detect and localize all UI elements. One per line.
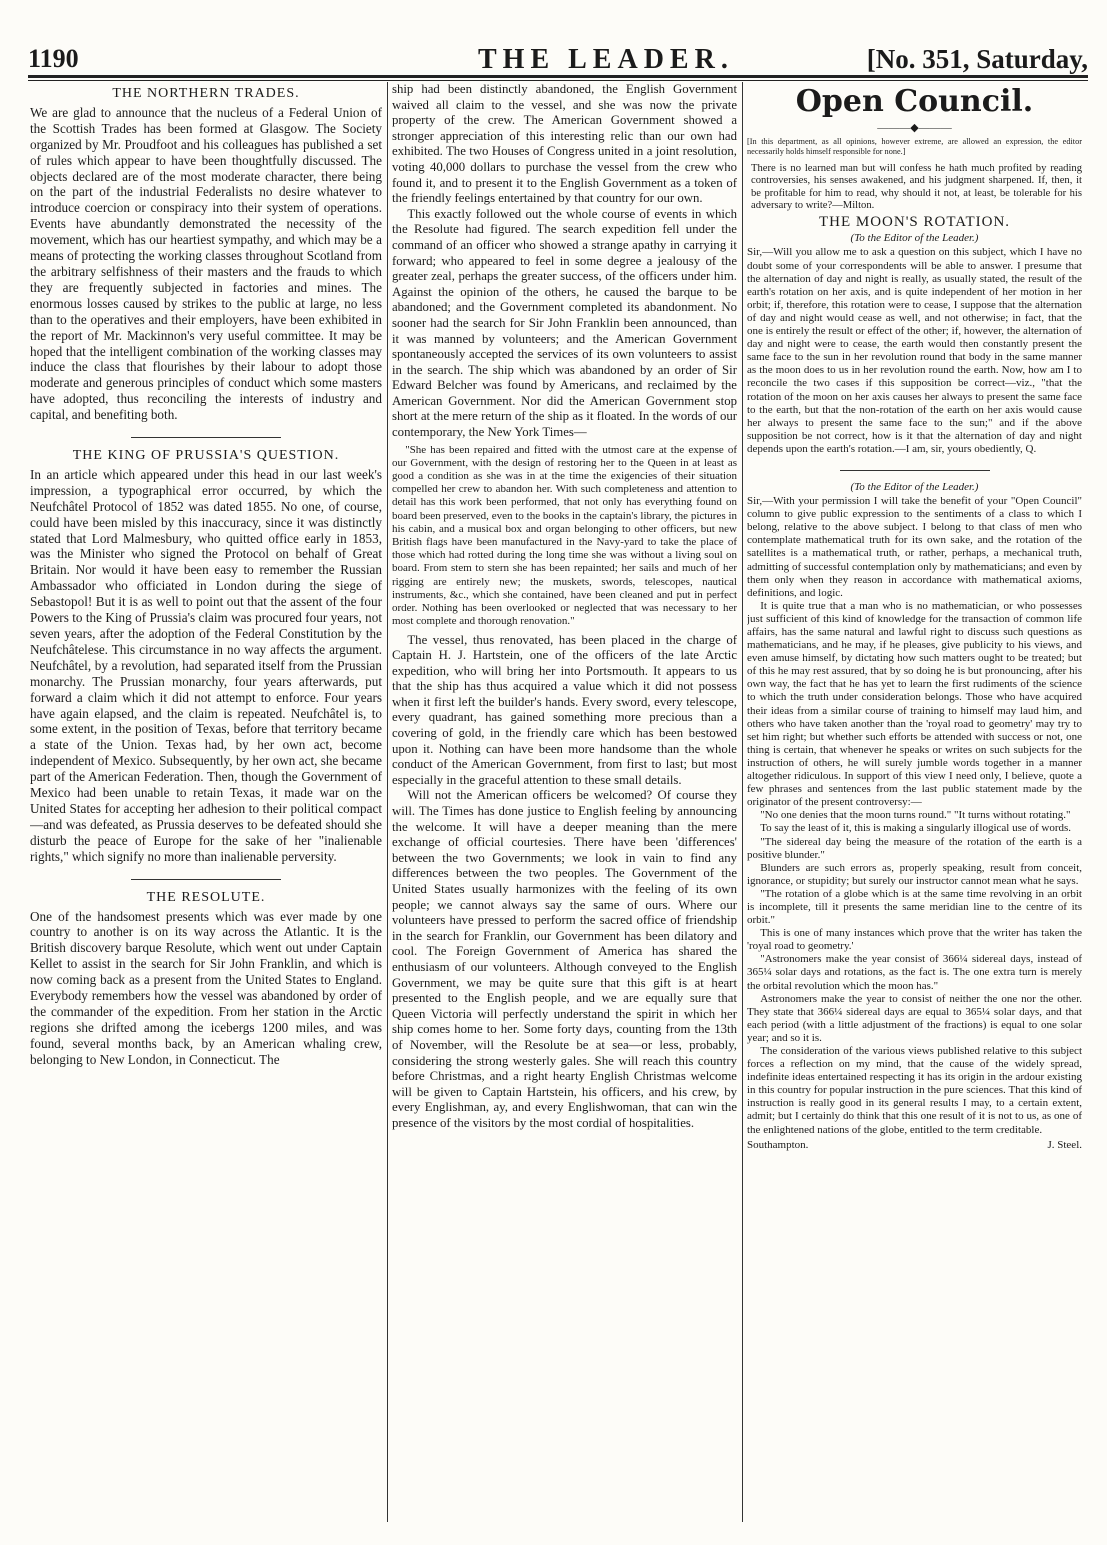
article-heading-northern-trades: THE NORTHERN TRADES.: [112, 86, 300, 101]
ornament: ———◆———: [877, 122, 952, 134]
signature-line: [747, 1139, 1082, 1152]
letter-paragraph: Sir,—With your permission I will take the benefit of your "Open Council" column to give public expression to the sentiments of a class to which I belong, relative to the above subject. I belong to that class of men who contemplate mathematical truth for its own sake, and the rotation of the satellites is a mathematical truth, or rather, perhaps, a mechanical truth, admitting of successful contemplation only by mathematicians; and even by them only when they reason in accordance with mathematical axioms, definitions, and logic.: [747, 495, 1082, 599]
column-divider: [742, 82, 743, 1522]
article-heading-moon: THE MOON'S ROTATION.: [818, 214, 1011, 231]
article-paragraph: One of the handsomest presents which was ever made by one country to another is on its way across the Atlantic. It is the British discovery barque Resolute, which went out under Captain Kellet to assist in the search for Sir John Franklin, and which is now coming back as a present from the United States to England. Everybody remembers how the vessel was abandoned by order of the commander of the expedition. From her station in the Arctic regions she drifted among the icebergs 1200 miles, and was found, several months back, by an American whaling crew, belonging to New London, in Connecticut. The: [30, 908, 382, 1067]
letter-quote: "The rotation of a globe which is at the same time revolving in an orbit is incomplete, till it presents the same meridian line to the centre of its orbit.": [747, 887, 1082, 927]
letter-paragraph: The consideration of the various views published relative to this subject forces a reflection on my mind, that the cause of the widely spread, indefinite ideas entertained respecting it has its origin in the ardour existing in this country for popular instruction in the pure sciences. That this kind of instruction is really good in its general results I may, to a certain extent, admit; but I certainly do think that this one result of it is not to us, as one of the enlightened nations of the globe, entitled to the term creditable.: [747, 1045, 1082, 1136]
article-paragraph: We are glad to announce that the nucleus of a Federal Union of the Scottish Trades has been formed at Glasgow. The Society organized by Mr. Proudfoot and his colleagues has published a set of rules which appear to have been thoughtfully discussed. The objects declared are of the most moderate character, there being on the part of the industrial Federalists no desire whatever to introduce coercion or conspiracy into their system of operations. Events have abundantly demonstrated the necessity of the movement, which has our heartiest sympathy, and which may be a means of protecting the working classes throughout Scotland from the arbitrary selfishness of their masters and the frauds to which they are frequently subjected in factories and mines. The enormous losses caused by strikes to the public at large, no less than to the operatives and their employers, have been exhibited in the report of Mr. Mackinnon's very useful committee. It may be hoped that the intelligent combination of the working classes may induce the class that flourishes by their labour to adopt those moderate and generous principles of conduct which some masters have adopted, thus reconciling the interests of industry and capital, and benefiting both.: [30, 104, 382, 423]
article-separator: [840, 470, 990, 471]
header-rule: [28, 75, 1088, 78]
article-separator: [131, 437, 281, 438]
open-council-title: Open Council.: [795, 84, 1034, 119]
article-paragraph: Will not the American officers be welcomed? Of course they will. The Times has done justice to English feeling by announcing the welcome. It will have a deeper meaning than the mere exchange of official courtesies. There have been 'differences' between the two Governments; we look in vain to find any differences between the two peoples. The Government of the United States usually harmonizes with the feeling of its own people; we cannot always say the same of ours. Where our volunteers have pressed to perform the sacred office of friendship in the search for Franklin, our Government has been dilatory and cool. The Foreign Government of America has shared the enthusiasm of our volunteers. Although conveyed to the English Government, we may be quite sure that this gift is at heart presented to the English people, and we are equally sure that Queen Victoria will perfectly understand the spirit in which her ship comes home to her. Some forty days, counting from the 13th of November, will the Resolute be at sea—or less, probably, considering the strong westerly gales. She will reach this country before Christmas, and a right hearty English Christmas welcome will be given to Captain Hartstein, his officers, and his crew, by every Englishman, ay, and every Englishwoman, that can win the presence of the visitors by the most cordial of hospitalities.: [392, 788, 737, 1130]
block-quote: "She has been repaired and fitted with the utmost care at the expense of our Government, with the design of restoring her to the Queen in at least as good a condition as she was in at the time the exigencies of their situation compelled her crew to abandon her. With such completeness and attention to detail has this work been performed, that not only has everything found on board been preserved, even to the books in the captain's library, the pictures in his cabin, and a musical box and organ belonging to other officers, but new British flags have been manufactured in the Navy-yard to take the place of those which had rotted during the long time she was without a living soul on board. From stem to stern she has been repainted; her sails and much of her rigging are entirely new; the muskets, swords, telescopes, nautical instruments, &c., which she contained, have been cleaned and put in perfect order. Nothing has been overlooked or neglected that was necessary to her most complete and thorough renovation.": [392, 443, 737, 628]
article-heading-resolute: THE RESOLUTE.: [146, 889, 266, 905]
signature-place: Southampton.: [747, 1138, 809, 1151]
article-heading-prussia: THE KING OF PRUSSIA'S QUESTION.: [72, 448, 340, 464]
column-1: [30, 82, 382, 1527]
article-separator: [131, 879, 281, 880]
editor-note: (To the Editor of the Leader.): [850, 232, 979, 245]
article-paragraph: ship had been distinctly abandoned, the English Government waived all claim to the vessel, and she was now the private property of the crew. The American Government showed a stronger appreciation of this interesting relic than our own had exhibited. The two Houses of Congress united in a joint resolution, voting 40,000 dollars to purchase the vessel from the crew who found it, and to present it to the English Government as a token of the friendly feelings entertained by that country for our own.: [392, 82, 737, 206]
letter-paragraph: Astronomers make the year to consist of neither the one nor the other. They state that 366¼ sidereal days are equal to 365¼ solar days, and that each period (with a little adjustment of the fractions) is equal to one solar year; and so it is.: [747, 992, 1082, 1044]
newspaper-title: THE LEADER.: [478, 44, 734, 75]
signature-name: J. Steel.: [1047, 1138, 1082, 1151]
letter-paragraph: This is one of many instances which prove that the writer has taken the 'royal road to geometry.': [747, 927, 1082, 953]
letter-paragraph: To say the least of it, this is making a singularly illogical use of words.: [760, 822, 1072, 835]
letter-paragraph: Blunders are such errors as, properly speaking, result from conceit, ignorance, or stupidity; but surely our instructor cannot mean what he says.: [747, 861, 1082, 887]
letter-quote: "Astronomers make the year consist of 366¼ sidereal days, instead of 365¼ solar days and rotations, as the fact is. The one extra turn is merely the orbital revolution which the moon has.": [747, 953, 1082, 992]
letter-quote: "No one denies that the moon turns round." "It turns without rotating.": [760, 809, 1071, 822]
column-divider: [387, 82, 388, 1522]
page-number: 1190: [28, 44, 79, 73]
column-2: [392, 82, 737, 1527]
editorial-disclaimer: [In this department, as all opinions, however extreme, are allowed an expression, the editor necessarily holds himself responsible for none.]: [747, 137, 1082, 157]
issue-info: [No. 351, Saturday,: [866, 44, 1088, 74]
article-paragraph: The vessel, thus renovated, has been placed in the charge of Captain H. J. Hartstein, one of the officers of the late Arctic expedition, who will bring her into Portsmouth. It appears to us that the ship has thus acquired a value which it did not possess when it first left the builder's hands. Every sword, every telescope, every quadrant, has gained something more precious than a covering of gold, in the friendly care which has been bestowed upon it. Nothing can have been more handsome than the whole conduct of the American Government, from first to last; but most especially in the graceful attention to these small details.: [392, 632, 737, 787]
article-paragraph: This exactly followed out the whole course of events in which the Resolute had figured. The search expedition fell under the command of an officer who showed a strange apathy in carrying it forward; who appeared to feel in some degree a jealousy of the greater zeal, perhaps the greater success, of the officers under him. Against the opinion of the others, he caused the barque to be abandoned; and the Government completed its abandonment. No sooner had the search for Sir John Franklin been announced, than it was manned by volunteers; and the American Government spontaneously accepted the services of its own volunteers to assist in the search. The ship which was abandoned by an order of Sir Edward Belcher was found by Americans, and reclaimed by the American Government. Nor did the American Government stop short at the mere return of the ship as it floated. In the words of our contemporary, the New York Times—: [392, 206, 737, 440]
article-paragraph: In an article which appeared under this head in our last week's impression, a typographical error occurred, by which the Neufchâtel Protocol of 1852 was dated 1855. No one, of course, could have been misled by this inaccuracy, since it was distinctly stated that Lord Malmesbury, who quitted office early in 1853, was the Minister who signed the Protocol on behalf of Great Britain. Nor would it have been easy to remember the Russian Ambassador who officiated in London during the siege of Sebastopol! But it is as well to point out that the assent of the four Powers to the King of Prussia's claim was procured four years, not seven years, after the adoption of the Federal Constitution by the Neufchâtelese. This circumstance in no way affects the argument. Neufchâtel, by a revolution, had separated itself from the Prussian monarchy. The Prussian monarchy, four years afterwards, put forward a claim which it did not attempt to enforce. Four years have again elapsed, and the claim is repeated. Neufchâtel is, to some extent, in the position of Texas, before that territory became a state of the Union. Texas had, by her own act, become independent of Mexico. Subsequently, by her own act, she became part of the American Federation. Then, though the Government of Mexico had been unable to retain Texas, it made war on the United States for accepting her adhesion to their political compact—and was defeated, as Prussia deserves to be defeated should she disturb the peace of Europe for the sake of her "inalienable rights," which signify no more than inalienable perversity.: [30, 466, 382, 864]
letter-paragraph: Sir,—Will you allow me to ask a question on this subject, which I have no doubt some of your correspondents will be able to answer. I presume that the alternation of day and night is really, as usually stated, the result of the earth's rotation on her axis, and is quite independent of her motion in her orbit; if, therefore, this rotation were to cease, I suppose that the alternation of day and night would cease as well, and not otherwise; in fact, that the one is entirely the result or effect of the other; if, however, the alternation of day and night were to cease, the earth would then constantly present the same face to the sun in her revolution round that body in the same manner as the moon does to us in her revolution round the earth. Now, how am I to reconcile the two cases if this supposition be correct—viz., "that the rotation of the moon on her axis causes her always to present the same face to the earth, but that the non-rotation of the earth on her axis would cause her always to present the same face to the sun;" and if the above supposition be not correct, how is it that the alternation of day and night depends upon the earth's rotation.—I am, sir, yours obediently, Q.: [747, 246, 1082, 455]
masthead: [28, 44, 1088, 74]
milton-motto: There is no learned man but will confess he hath much profited by reading controversies, his senses awakened, and his judgment sharpened. If, then, it be profitable for him to read, why should it not, at least, be tolerable for his adversary to write?—Milton.: [751, 163, 1082, 211]
column-3: [747, 82, 1082, 1527]
letter-quote: "The sidereal day being the measure of the rotation of the earth is a positive blunder.": [747, 835, 1082, 861]
header-rule-thin: [28, 80, 1088, 81]
editor-note: (To the Editor of the Leader.): [850, 480, 979, 493]
letter-paragraph: It is quite true that a man who is no mathematician, or who possesses just sufficient of this kind of knowledge for the transaction of common life affairs, has the same natural and lawful right to discuss such questions as mathematicians, and he may, if he pleases, give publicity to his views, and even amuse himself, by dictating how such matters ought to be treated; but of this he may rest assured, that by so doing he is but pronouncing, after his own way, the fact that he has yet to learn the first rudiments of the science to which the truth under consideration belongs. Those who have acquired their ideas from a similar course of training to himself may laud him, and others who have taken another than the 'royal road to geometry' may try to set him right; but whether such efforts be attended with success or not, one thing is certain, that whenever he speaks or writes on such subjects for the instruction of others, he will surely jumble words together in a manner altogether ridiculous. In support of this view I need only, I believe, quote a few phrases and sentences from the last public statement made by the originator of the present controversy:—: [747, 599, 1082, 809]
